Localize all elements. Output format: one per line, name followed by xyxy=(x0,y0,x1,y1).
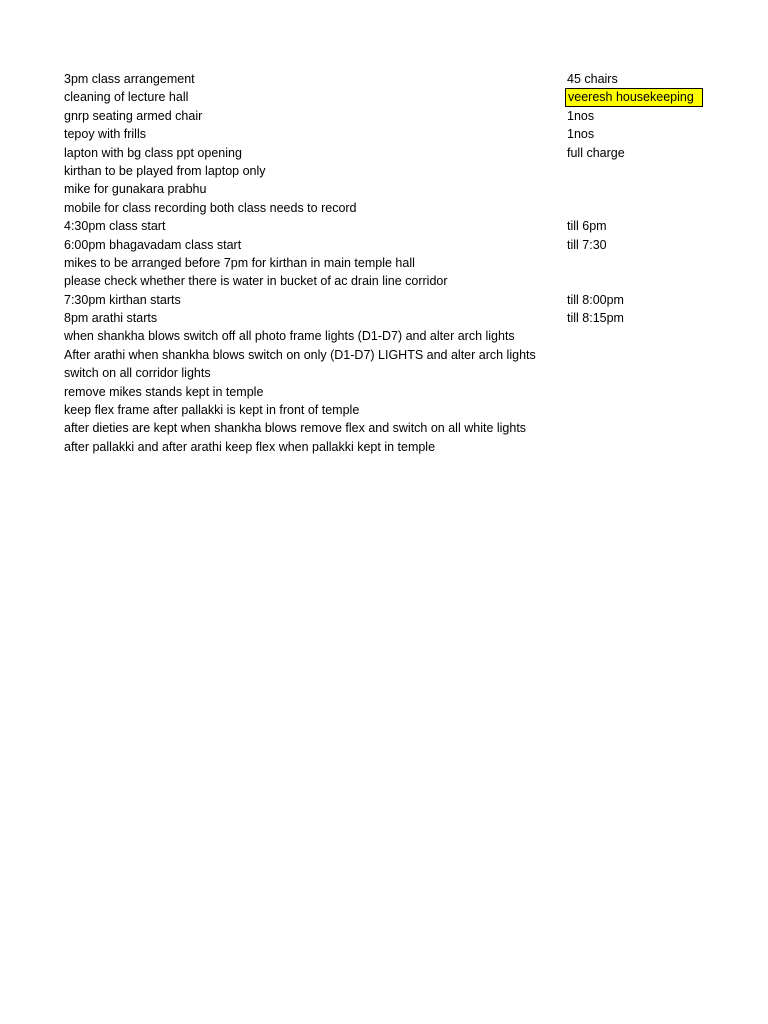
task-cell: kirthan to be played from laptop only xyxy=(64,163,266,178)
sheet-row xyxy=(0,144,768,162)
task-cell: 6:00pm bhagavadam class start xyxy=(64,237,242,252)
sheet-row xyxy=(0,199,768,217)
sheet-row xyxy=(0,107,768,125)
selected-note-cell[interactable]: veeresh housekeeping xyxy=(565,88,703,107)
sheet-row xyxy=(0,309,768,327)
task-cell: keep flex frame after pallakki is kept in front of temple xyxy=(64,403,360,418)
task-cell: lapton with bg class ppt opening xyxy=(64,145,242,160)
note-cell: till 6pm xyxy=(567,219,607,234)
task-cell: when shankha blows switch off all photo frame lights (D1-D7) and alter arch lights xyxy=(64,329,515,344)
task-cell: switch on all corridor lights xyxy=(64,366,211,381)
sheet-row xyxy=(0,70,768,88)
note-cell: till 7:30 xyxy=(567,237,607,252)
sheet-row xyxy=(0,88,768,106)
task-cell: please check whether there is water in bucket of ac drain line corridor xyxy=(64,274,448,289)
task-cell: remove mikes stands kept in temple xyxy=(64,384,264,399)
sheet-row xyxy=(0,401,768,419)
task-cell: mikes to be arranged before 7pm for kirthan in main temple hall xyxy=(64,255,415,270)
sheet-row xyxy=(0,419,768,437)
sheet-row xyxy=(0,125,768,143)
note-cell: 1nos xyxy=(567,127,595,142)
task-cell: 4:30pm class start xyxy=(64,219,166,234)
spreadsheet-sheet xyxy=(0,70,768,456)
sheet-row xyxy=(0,272,768,290)
task-cell: 3pm class arrangement xyxy=(64,72,195,86)
task-cell: mike for gunakara prabhu xyxy=(64,182,207,197)
sheet-row xyxy=(0,217,768,235)
task-cell: tepoy with frills xyxy=(64,127,146,142)
note-cell: till 8:00pm xyxy=(567,292,624,307)
note-cell: till 8:15pm xyxy=(567,311,624,326)
sheet-row xyxy=(0,291,768,309)
task-cell: mobile for class recording both class needs to record xyxy=(64,200,357,215)
sheet-row xyxy=(0,327,768,345)
sheet-row xyxy=(0,364,768,382)
task-cell: cleaning of lecture hall xyxy=(64,90,189,105)
note-cell: 45 chairs xyxy=(567,72,618,86)
note-cell: full charge xyxy=(567,145,625,160)
sheet-row xyxy=(0,346,768,364)
task-cell: 8pm arathi starts xyxy=(64,311,158,326)
sheet-row xyxy=(0,162,768,180)
sheet-row xyxy=(0,254,768,272)
task-cell: After arathi when shankha blows switch on only (D1-D7) LIGHTS and alter arch lights xyxy=(64,347,536,362)
task-cell: 7:30pm kirthan starts xyxy=(64,292,181,307)
task-cell: gnrp seating armed chair xyxy=(64,108,203,123)
sheet-row xyxy=(0,180,768,198)
task-cell: after pallakki and after arathi keep flex when pallakki kept in temple xyxy=(64,439,436,454)
sheet-row xyxy=(0,236,768,254)
sheet-row xyxy=(0,383,768,401)
note-cell: 1nos xyxy=(567,108,595,123)
task-cell: after dieties are kept when shankha blows remove flex and switch on all white lights xyxy=(64,421,527,436)
sheet-row xyxy=(0,438,768,456)
